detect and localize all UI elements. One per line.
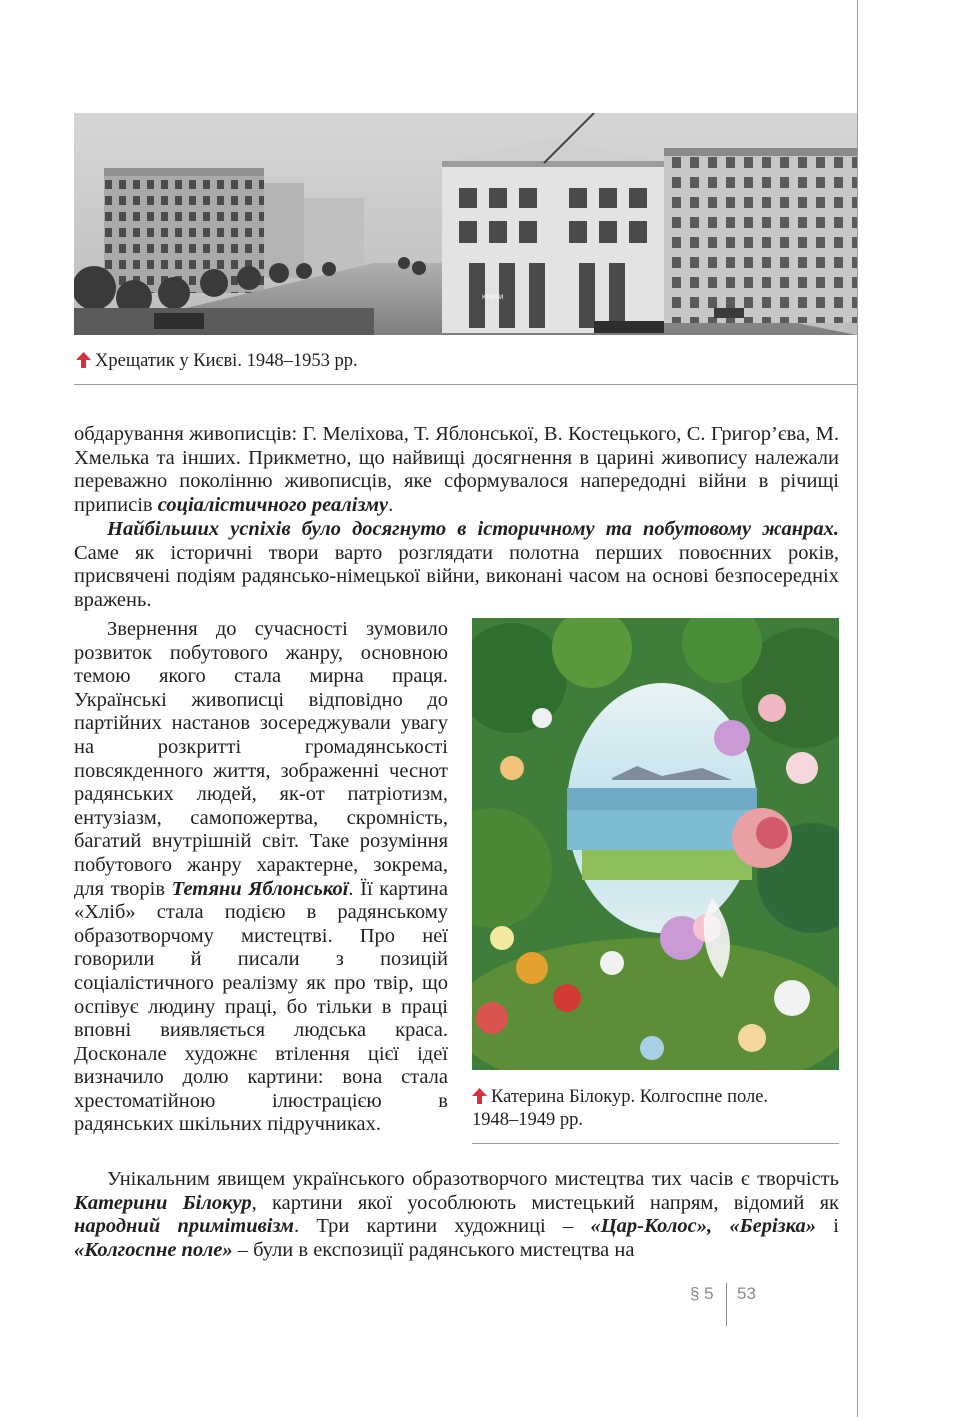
photo-caption-text: Хрещатик у Києві. 1948–1953 рр. — [95, 351, 358, 371]
painting-caption — [472, 1086, 839, 1132]
khreshchatyk-photo — [74, 113, 857, 335]
painting-caption-line2: 1948–1949 рр. — [472, 1110, 583, 1130]
paragraph-3: Звернення до сучасності зумовило розвиток побутового жанру, основною темою якого стала мирна праця. Українські живописці відповідно до партійних настанов зосереджували увагу на розкритті громадянськості повсякденного життя, зображенні чеснот радянських людей, як-от патріотизм, ентузіазм, самопожертва, скромність, багатий внутрішній світ. Таке розуміння побутового жанру характерне, зокрема, для творів Тетяни Яблонської. Її картина «Хліб» стала подією в радянському образотворчому мистецтві. Про неї говорили й писали з позицій соціалістичного реалізму як про твір, що оспівує людину праці, бо тільки в праці вповні виявляється людська краса. Досконале художнє втілення цієї ідеї визначило долю картини: вона стала хрестоматійною ілюстрацією в радянських шкільних підручниках. — [74, 618, 448, 1136]
paragraph-1: обдарування живописців: Г. Меліхова, Т. Яблонської, В. Костецького, С. Григор’єва, М. Хмелька та інших. Прикметно, що найвищі досягнення в царині живопису належали переважно поколінню живописців, яке сформувалося напередодні війни в річищі приписів соціалістичного реалізму. — [74, 423, 839, 516]
arrow-up-icon — [472, 1088, 487, 1104]
bookshop-sign: КНИГИ — [482, 294, 504, 301]
section-number: § 5 — [690, 1284, 714, 1303]
arrow-up-icon — [76, 352, 91, 368]
paragraph-2: Найбільших успіхів було досягнуто в історичному та побутовому жанрах. Саме як історичні твори варто розглядати полотна перших повоєнних років, присвячені подіям радянсько-німецької війни, виконані часом на основі безпосередніх вражень. — [74, 518, 839, 611]
divider — [74, 384, 857, 385]
footer-separator — [726, 1283, 727, 1326]
bilokur-painting — [472, 618, 839, 1070]
photo-caption — [76, 350, 358, 373]
painting-caption-line1: Катерина Білокур. Колгоспне поле. — [491, 1087, 769, 1107]
divider — [472, 1143, 839, 1144]
paragraph-4: Унікальним явищем українського образотворчого мистецтва тих часів є творчість Катерини Білокур, картини якої уособлюють мистецький напрям, відомий як народний примітивізм. Три картини художниці – «Цар-Колос», «Берізка» і «Колгоспне поле» – були в експозиції радянського мистецтва на — [74, 1168, 839, 1261]
page-number: 53 — [737, 1284, 756, 1303]
page-margin-line — [857, 0, 858, 1417]
